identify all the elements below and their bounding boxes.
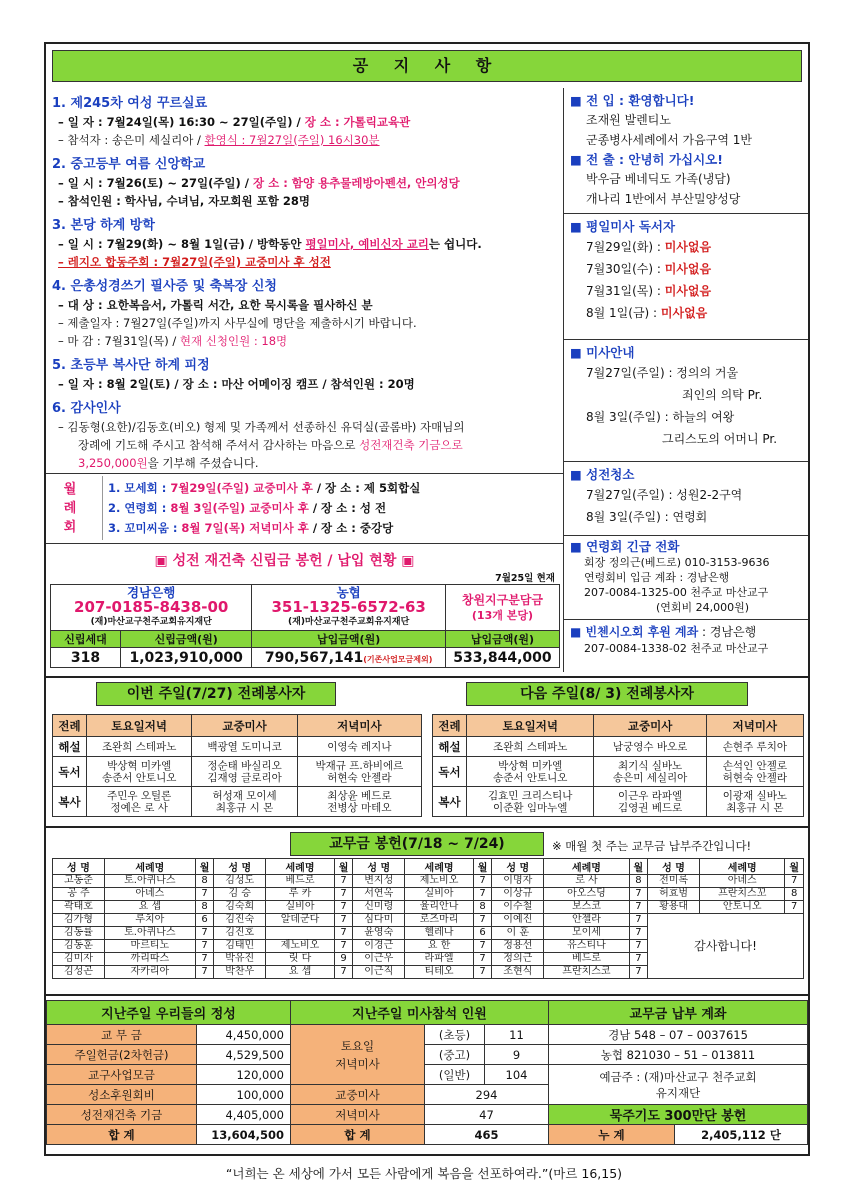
reader-row: 7월31일(목) : 미사없음: [586, 284, 712, 298]
gyomu-row: 김미자 까리따스 7 박유진 릿 다 9 이근우 라파엘 7 정의근 베드로 7: [53, 953, 804, 966]
notice-3-title: 3. 본당 하계 방학: [52, 218, 155, 233]
page-title: 공 지 사 항: [52, 50, 802, 82]
notice-4-line1: – 대 상 : 요한복음서, 가톨릭 서간, 요한 묵시록을 필사하신 분: [58, 298, 373, 312]
monthly-label: 월례회: [63, 482, 77, 535]
notice-1-line2: – 참석자 : 송은미 세실리아 / 환영식 : 7월27일(주일) 16시30분: [58, 133, 380, 147]
vincent-box: ■ 빈첸시오회 후원 계좌 : 경남은행 207-0084-1338-02 천주교 마산교구: [570, 625, 769, 655]
notice-4-title: 4. 은총성경쓰기 필사증 및 축복장 신청: [52, 279, 277, 294]
notice-6-line2: 장례에 기도해 주시고 참석해 주셔서 감사하는 마음으로 성전재건축 기금으로: [78, 438, 463, 452]
notice-1: [52, 94, 563, 149]
notice-3-line2: – 레지오 합동주회 : 7월27일(주일) 교중미사 후 성전: [58, 255, 331, 269]
notice-2-line2: – 참석인원 : 학사님, 수녀님, 자모회원 포함 28명: [58, 194, 310, 208]
fund-title: ▣ 성전 재건축 신립금 봉헌 / 납입 현황 ▣: [154, 553, 415, 569]
notice-5: [52, 356, 563, 393]
notice-2-title: 2. 중고등부 여름 신앙학교: [52, 157, 206, 172]
notice-6: [52, 399, 563, 472]
cleaning-box: ■ 성전청소 7월27일(주일) : 성원2-2구역 8월 3일(주일) : 연령회: [564, 462, 808, 536]
emergency-box: ■ 연령회 긴급 전화 회장 정의근(베드로) 010-3153-9636 연령회비 입금 계좌 : 경남은행 207-0084-1325-00 천주교 마산교구 (연회비 24,000원): [564, 536, 808, 620]
gyomu-row: 공 주 아녜스 7 김 승 루 카 7 서연옥 실비아 7 이상규 아오스딩 7 허효범 프란치스꼬 8: [53, 888, 804, 901]
rebuild-fund: [46, 544, 564, 672]
notice-4-line2: – 제출일자 : 7월27일(주일)까지 사무실에 명단을 제출하시기 바랍니다.: [58, 316, 417, 330]
notice-6-title: 6. 감사인사: [52, 401, 121, 416]
service-next-table: 전례 토요일저녁 교중미사 저녁미사 해설 조완희 스테파노 남궁영수 바오로 손현주 루치아 독서 박상혁 미카엘 송준서 안토니오 최기식 실바노 송은미 세실리아 손석인 안젤로 허현숙 안젤라 복사 김효민 크리스티나 이준환 임마누엘 이근우 라파엘 김영권 베드로 이광재 실바노 최홍규 시 몬: [432, 714, 804, 817]
gyomu-row: 고동준 토.아퀴나스 8 김성도 베드로 7 변지성 제노비오 7 이명자 로 사 8 전미록 아녜스 7: [53, 875, 804, 888]
notice-6-line3: 3,250,000원을 기부해 주셨습니다.: [78, 456, 259, 470]
transfer-box: ■ 전 입 : 환영합니다! 조재원 발렌티노 군종병사세례에서 가음구역 1반 ■ 전 출 : 안녕히 가십시오! 박우금 베네딕도 가족(냉담) 개나리 1반에서 부산밀양성당: [564, 88, 808, 214]
gyomu-note: ※ 매월 첫 주는 교무금 납부주간입니다!: [552, 839, 752, 853]
reader-row: 7월29일(화) : 미사없음: [586, 240, 712, 254]
notice-2: [52, 155, 563, 210]
notice-column: [46, 88, 564, 474]
right-column: [564, 88, 808, 661]
monthly-item: 2. 연령회 : 8월 3일(주일) 교중미사 후 / 장 소 : 성 전: [108, 501, 387, 515]
gyomu-row: 김가형 루치아 6 김진숙 알데군다 7 심다미 로즈마리 7 이예진 안젤라 7 감사합니다!: [53, 914, 804, 927]
monthly-item: 3. 꼬미씨움 : 8월 7일(목) 저녁미사 후 / 장 소 : 중강당: [108, 521, 394, 535]
notice-2-line1: – 일 시 : 7월26(토) ~ 27일(주일) / 장 소 : 함양 용추물레방아펜션, 안의성당: [58, 176, 460, 190]
mass-box: ■ 미사안내 7월27일(주일) : 정의의 거울 죄인의 의탁 Pr. 8월 3일(주일) : 하늘의 여왕 그리스도의 어머니 Pr.: [564, 340, 808, 462]
gyomu-row: 김동훈 마르티노 7 김태민 제노비오 7 이경근 요 한 7 정용선 유스티나 7: [53, 940, 804, 953]
notice-4-line3: – 마 감 : 7월31일(목) / 현재 신청인원 : 18명: [58, 334, 288, 348]
notice-5-title: 5. 초등부 복사단 하계 피정: [52, 358, 210, 373]
notice-3: [52, 216, 563, 271]
gyomu-row: 곽태호 요 셉 8 김숙희 실비아 7 신미령 율리안나 8 이수철 보스코 7 황용대 안토니오 7: [53, 901, 804, 914]
gyomu-row: 김동률 토.아퀴나스 7 김진호 7 윤영숙 헬레나 6 이 훈 모이세 7: [53, 927, 804, 940]
gyomu-title: 교무금 봉헌(7/18 ~ 7/24): [290, 832, 544, 856]
notice-1-line1: – 일 자 : 7월24일(목) 16:30 ~ 27일(주일) / 장 소 : 가톨릭교육관: [58, 115, 411, 129]
notice-3-line1: – 일 시 : 7월29(화) ~ 8월 1일(금) / 방학동안 평일미사, 예비신자 교리는 쉽니다.: [58, 237, 482, 251]
reader-row: 7월30일(수) : 미사없음: [586, 262, 712, 276]
service-this-table: 전례 토요일저녁 교중미사 저녁미사 해설 조완희 스테파노 백광열 도미니코 이영숙 레지나 독서 박상혁 미카엘 송준서 안토니오 정순태 바실리오 김재영 글로리아 박재규 프.하비에르 허현숙 안젤라 복사 주민우 오틸론 정예은 로 사 허성재 모이세 최홍규 시 몬 최상윤 베드로 전병상 마테오: [52, 714, 422, 817]
gyomu-thanks: 감사합니다!: [648, 914, 804, 979]
notice-1-title: 1. 제245차 여성 꾸르실료: [52, 96, 208, 111]
monthly-item: 1. 모세회 : 7월29일(주일) 교중미사 후 / 장 소 : 제 5회합실: [108, 481, 421, 495]
gyomu-row: 김성곤 자카리아 7 박찬우 요 셉 7 이근직 티테오 7 조현식 프란치스코 7: [53, 966, 804, 979]
footer-verse: “너희는 온 세상에 가서 모든 사람에게 복음을 선포하여라.”(마르 16,15): [225, 1166, 623, 1181]
monthly-meetings: [46, 474, 564, 544]
reader-row: 8월 1일(금) : 미사없음: [586, 306, 708, 320]
readers-box: ■ 평일미사 독서자 7월29일(화) : 미사없음 7월30일(수) : 미사없음 7월31일(목) : 미사없음 8월 1일(금) : 미사없음: [564, 214, 808, 340]
notice-6-line1: – 김동형(요한)/김동호(비오) 형제 및 가족께서 선종하신 유덕실(골롬바) 자매님의: [58, 420, 465, 434]
gyomu-table: 성 명 세례명 월 성 명 세례명 월 성 명 세례명 월 성 명 세례명 월 성 명 세례명 월 고동준 토.아퀴나스 8 김성도 베드로 7 변지성 제노비오 7 이명자 로 사 8 전미록 아녜스 7 공 주 아녜스 7 김 승 루 카 7 서연옥 실비아 7 이상규 아오스딩 7 허효범 프란치스꼬 8 곽태호 요 셉 8 김숙희 실비아 7 신미령 율리안나 8 이수철 보스코 7 황용대 안토니오 7 김가형 루치아 6 김진숙 알데군다 7 심다미 로즈마리 7 이예진 안젤라 7 감사합니다! 김동률 토.아퀴나스 7 김진호 7 윤영숙 헬레나 6 이 훈 모이세 7 김동훈 마르티노 7 김태민 제노비오 7 이경근 요 한 7 정용선 유스티나 7 김미자 까리따스 7 박유진 릿 다 9 이근우 라파엘 7 정의근 베드로 7 김성곤 자카리아 7 박찬우 요 셉 7 이근직 티테오 7 조현식 프란치스코 7: [52, 858, 804, 979]
service-next-title: 다음 주일(8/ 3) 전례봉사자: [466, 682, 748, 706]
fund-table: 경남은행 207-0185-8438-00 (재)마산교구천주교회유지재단 농협 351-1325-6572-63 (재)마산교구천주교회유지재단 창원지구분담금 (13개 본당) 신립세대 신립금액(원) 납입금액(원) 납입금액(원) 318 1,023,910,000 790,567,141(기존사업모금제외) 533,844,000: [50, 584, 560, 668]
fund-date: 7월25일 현재: [495, 573, 555, 584]
notice-4: [52, 277, 563, 350]
summary-table: 지난주일 우리들의 정성 지난주일 미사참석 인원 교무금 납부 계좌 교 무 금 4,450,000 토요일 저녁미사 (초등) 11 경남 548 – 07 – 0037615 주일헌금(2차헌금) 4,529,500 (중고) 9 농협 821030 – 51 – 013811 교구사업모금 120,000 (일반) 104 예금주 : (재)마산교구 천주교회 유지재단 성소후원회비 100,000 교중미사 294 성전재건축 기금 4,405,000 저녁미사 47 묵주기도 300만단 봉헌 합 계 13,604,500 합 계 465 누 계 2,405,112 단: [46, 1000, 808, 1145]
service-this-title: 이번 주일(7/27) 전례봉사자: [96, 682, 336, 706]
notice-5-line1: – 일 자 : 8월 2일(토) / 장 소 : 마산 어메이징 캠프 / 참석인원 : 20명: [58, 377, 415, 391]
